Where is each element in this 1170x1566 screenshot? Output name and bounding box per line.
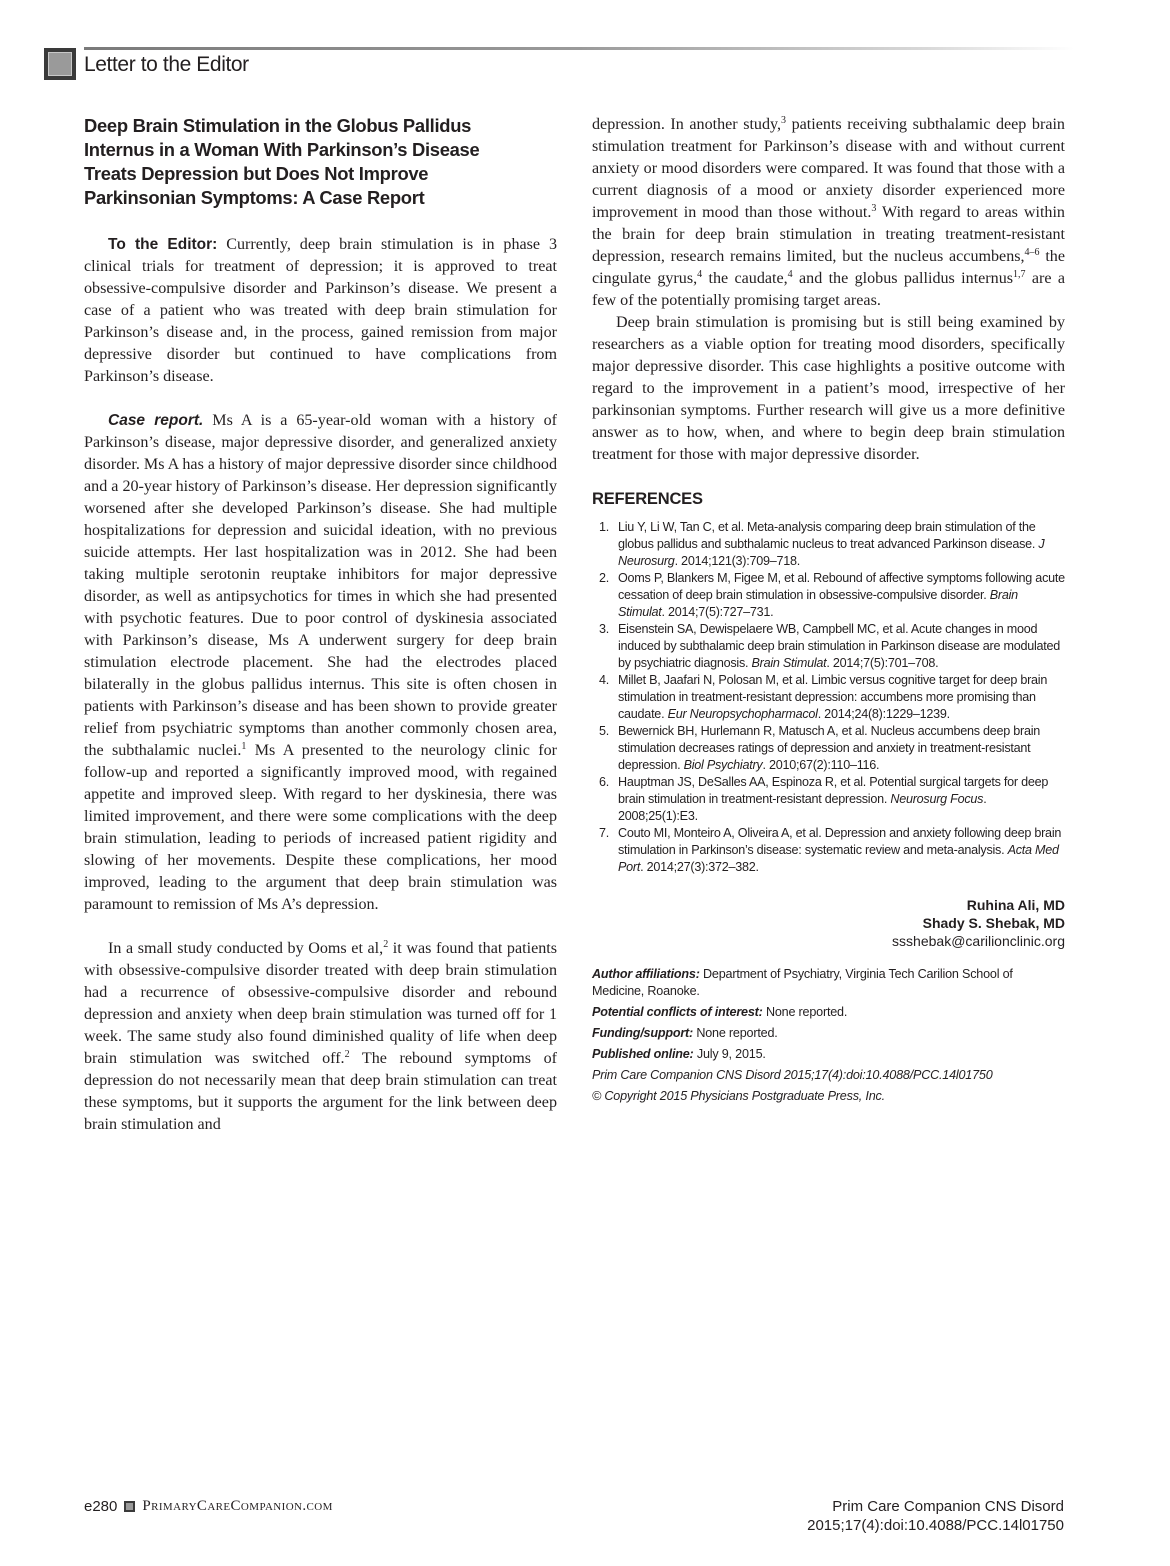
reference-number: 3. <box>599 622 610 636</box>
reference-item <box>592 519 1065 570</box>
footer-site-link[interactable]: PrimaryCareCompanion.com <box>142 1498 333 1514</box>
signature-block <box>592 896 1065 950</box>
references-heading: REFERENCES <box>592 490 703 508</box>
reference-number: 4. <box>599 673 610 687</box>
reference-item <box>592 825 1065 876</box>
reference-journal: Biol Psychiatry <box>683 758 763 772</box>
reference-details: . 2014;24(8):1229–1239. <box>817 707 950 721</box>
intro-paragraph <box>84 234 557 388</box>
case-report-paragraph <box>84 410 557 916</box>
conflicts-of-interest: Potential conflicts of interest: None reported. <box>592 1005 848 1019</box>
footer-doi: 2015;17(4):doi:10.4088/PCC.14l01750 <box>807 1517 1064 1534</box>
discussion-text: the cingulate gyrus, <box>592 248 1065 287</box>
reference-journal: Brain Stimulat <box>751 656 827 670</box>
footer-square-icon <box>124 1501 135 1512</box>
reference-text: Couto MI, Monteiro A, Oliveira A, et al. Depression and anxiety following deep brain stimulation in Parkinson’s disease: systematic review and meta-analysis. <box>618 826 1062 857</box>
section-square-icon <box>44 48 76 80</box>
reference-journal: J Neurosurg <box>618 537 1045 568</box>
header-rule <box>84 47 1074 50</box>
author-name: Shady S. Shebak, MD <box>922 915 1065 931</box>
case-report-text: Ms A presented to the neurology clinic for follow-up and reported a significantly improved mood, with regained appetite and improved sleep. With regard to her dyskinesia, there was limited improvement, and there were some complications with the deep brain stimulation, leading to periods of increased patient rigidity and slowing of her movements. Despite these complications, her mood improved, leading to the argument that deep brain stimulation was paramount to remission of Ms A’s depression. <box>84 742 558 913</box>
reference-text: Millet B, Jaafari N, Polosan M, et al. Limbic versus cognitive target for deep brain stimulation in treatment-resistant depression: accumbens more promising than caudate. <box>618 673 1048 721</box>
reference-journal: Neurosurg Focus <box>890 792 984 806</box>
citation-ref: 1,7 <box>1013 269 1026 280</box>
discussion-text: With regard to areas within the brain for deep brain stimulation in treating treatment-resistant depression, research remains limited, but the nucleus accumbens, <box>592 204 1065 265</box>
funding-support: Funding/support: None reported. <box>592 1026 778 1040</box>
reference-item <box>592 570 1065 621</box>
case-report-lead: Case report. <box>108 412 204 429</box>
article-metadata <box>592 966 1065 1105</box>
discussion-text: the caudate, <box>702 270 788 287</box>
discussion-text: In a small study conducted by Ooms et al, <box>108 940 384 957</box>
citation-ref: 2 <box>344 1049 350 1060</box>
discussion-text: are a few of the potentially promising target areas. <box>592 270 1066 309</box>
reference-details: . 2008;25(1):E3. <box>618 792 987 823</box>
discussion-paragraph <box>84 938 557 1136</box>
author-affiliations: Author affiliations: Department of Psychiatry, Virginia Tech Carilion School of Medicine, Roanoke. <box>592 967 1013 998</box>
footer-left <box>84 1498 333 1515</box>
reference-number: 1. <box>599 520 610 534</box>
citation-ref: 2 <box>383 939 389 950</box>
page-number: e280 <box>84 1498 118 1515</box>
author-email-link[interactable]: ssshebak@carilionclinic.org <box>892 933 1065 949</box>
reference-item <box>592 621 1065 672</box>
reference-details: . 2014;7(5):701–708. <box>826 656 939 670</box>
citation-ref: 4–6 <box>1024 247 1040 258</box>
section-label: Letter to the Editor <box>84 53 249 76</box>
copyright-line: © Copyright 2015 Physicians Postgraduate Press, Inc. <box>592 1089 885 1103</box>
citation-ref: 3 <box>781 115 787 126</box>
reference-number: 5. <box>599 724 610 738</box>
references-list <box>592 519 1065 876</box>
right-column <box>592 114 1065 1109</box>
reference-text: Liu Y, Li W, Tan C, et al. Meta-analysis comparing deep brain stimulation of the globus pallidus and subthalamic nucleus to treat advanced Parkinson disease. <box>618 520 1039 551</box>
intro-lead: To the Editor: <box>108 236 218 253</box>
conclusion-paragraph: Deep brain stimulation is promising but is still being examined by researchers as a viable option for treating mood disorders, specifically major depressive disorder. This case highlights a positive outcome with regard to the improvement in a patient’s mood, irrespective of her parkinsonian symptoms. Further research will give us a more definitive answer as to how, when, and where to begin deep brain stimulation treatment for those with major depressive disorder. <box>592 314 1065 463</box>
intro-text: Currently, deep brain stimulation is in phase 3 clinical trials for treatment of depression; it is approved to treat obsessive-compulsive disorder and Parkinson’s disease. We present a case of a patient who was treated with deep brain stimulation for Parkinson’s disease and, in the process, gained remission from major depressive disorder but continued to have complications from Parkinson’s disease. <box>84 236 557 385</box>
footer-journal-citation <box>807 1497 1064 1535</box>
reference-journal: Eur Neuropsychopharmacol <box>667 707 818 721</box>
discussion-text: The rebound symptoms of depression do not necessarily mean that deep brain stimulation can treat these symptoms, but it supports the argument for the link between deep brain stimulation and <box>84 1050 557 1133</box>
citation-ref: 1 <box>241 741 247 752</box>
reference-text: Hauptman JS, DeSalles AA, Espinoza R, et al. Potential surgical targets for deep brain stimulation in treatment-resistant depression. <box>618 775 1049 806</box>
reference-item <box>592 774 1065 825</box>
reference-item <box>592 723 1065 774</box>
case-report-text: Ms A is a 65-year-old woman with a history of Parkinson’s disease, major depressive disorder, and generalized anxiety disorder. Ms A has a history of major depressive disorder since childhood and a 20-year history of Parkinson’s disease. Her depression significantly worsened after she developed Parkinson’s disease. She had multiple hospitalizations for depression and suicidal ideation, with no previous suicide attempts. Her last hospitalization was in 2012. She had been taking multiple serotonin reuptake inhibitors for major depressive disorder, as well as antipsychotics for times in which she had presented with psychotic features. Due to poor control of dyskinesia associated with Parkinson’s disease, Ms A underwent surgery for deep brain stimulation electrode placement. She had the electrodes placed bilaterally in the globus pallidus internus. This site is often chosen in patients with Parkinson’s disease and has been shown to provide greater relief from psychiatric symptoms than another commonly chosen area, the subthalamic nuclei. <box>84 412 558 759</box>
discussion-text: it was found that patients with obsessive-compulsive disorder treated with deep brain stimulation had a recurrence of obsessive-compulsive disorder and rebound depression and anxiety when deep brain stimulation was turned off for 1 week. The same study also found diminished quality of life when deep brain stimulation was switched off. <box>84 940 557 1067</box>
reference-number: 2. <box>599 571 610 585</box>
author-name: Ruhina Ali, MD <box>966 897 1065 913</box>
discussion-text: depression. In another study, <box>592 116 782 133</box>
reference-details: . 2010;67(2):110–116. <box>762 758 880 772</box>
reference-number: 7. <box>599 826 610 840</box>
reference-journal: Acta Med Port <box>618 843 1059 874</box>
citation-ref: 3 <box>871 203 877 214</box>
citation-ref: 4 <box>787 269 793 280</box>
footer-journal-name: Prim Care Companion CNS Disord <box>832 1498 1064 1515</box>
left-column <box>84 114 557 1136</box>
reference-details: . 2014;7(5):727–731. <box>661 605 774 619</box>
reference-text: Bewernick BH, Hurlemann R, Matusch A, et al. Nucleus accumbens deep brain stimulation decreases ratings of depression and anxiety in treatment-resistant depression. <box>618 724 1041 772</box>
reference-item <box>592 672 1065 723</box>
discussion-text: and the globus pallidus internus <box>792 270 1014 287</box>
discussion-text: patients receiving subthalamic deep brain stimulation treatment for Parkinson’s disease with and without current anxiety or mood disorders were compared. It was found that those with a current diagnosis of a mood or anxiety disorder experienced more improvement in mood than those without. <box>592 116 1065 221</box>
citation-line: Prim Care Companion CNS Disord 2015;17(4):doi:10.4088/PCC.14l01750 <box>592 1068 993 1082</box>
reference-journal: Brain Stimulat <box>618 588 1018 619</box>
reference-text: Ooms P, Blankers M, Figee M, et al. Rebound of affective symptoms following acute cessation of deep brain stimulation in obsessive-compulsive disorder. <box>618 571 1065 602</box>
reference-details: . 2014;27(3):372–382. <box>640 860 759 874</box>
reference-details: . 2014;121(3):709–718. <box>674 554 801 568</box>
reference-text: Eisenstein SA, Dewispelaere WB, Campbell MC, et al. Acute changes in mood induced by subthalamic deep brain stimulation in Parkinson disease are modulated by psychiatric diagnosis. <box>618 622 1061 670</box>
reference-number: 6. <box>599 775 610 789</box>
published-online: Published online: July 9, 2015. <box>592 1047 766 1061</box>
citation-ref: 4 <box>697 269 703 280</box>
article-title: Deep Brain Stimulation in the Globus Pallidus Internus in a Woman With Parkinson’s Disease Treats Depression but Does Not Improve Parkinsonian Symptoms: A Case Report <box>84 115 480 208</box>
discussion-continued <box>592 114 1065 312</box>
